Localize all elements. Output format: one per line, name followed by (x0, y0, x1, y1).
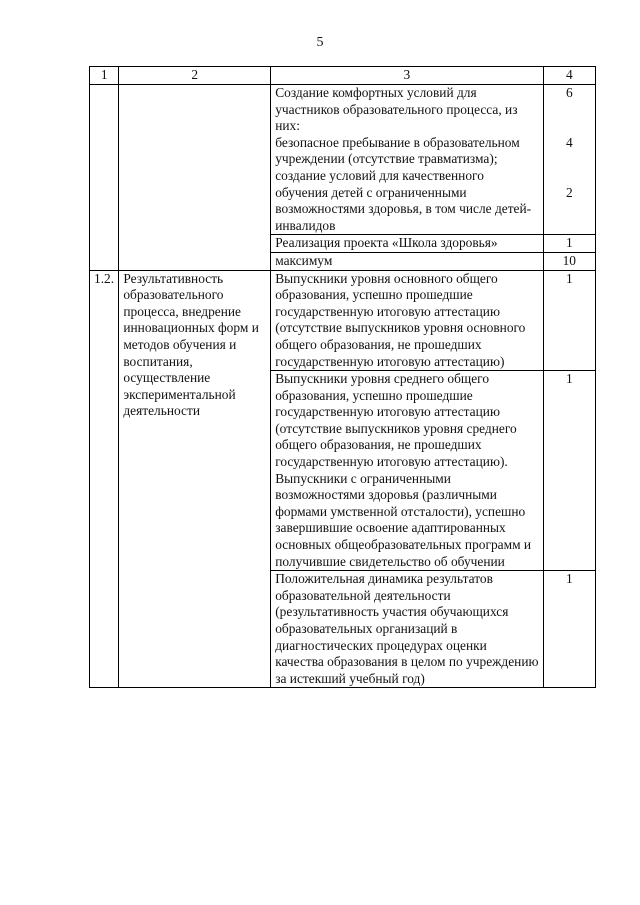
max-score: 10 (543, 252, 595, 270)
table-header-row (90, 67, 596, 85)
empty-criterion-cell (119, 85, 271, 271)
empty-number-cell (90, 85, 119, 271)
project-score: 1 (543, 235, 595, 253)
row-score: 1 (543, 371, 595, 571)
section-criterion: Результативность образовательного процесса, внедрение инновационных форм и методов обучения и воспитания, осуществление экспериментальной деятельности (119, 270, 271, 688)
table-row (90, 85, 596, 235)
row-score: 1 (543, 270, 595, 371)
section-number: 1.2. (90, 270, 119, 688)
header-col-4: 4 (543, 67, 595, 85)
conditions-line-1: Создание комфортных условий для участников образовательного процесса, из них: (275, 85, 518, 134)
row-text: Выпускники уровня среднего общего образования, успешно прошедшие государственную итоговую аттестацию (отсутствие выпускников уровня среднего общего образования, не прошедших государственную итоговую аттестацию). (275, 371, 517, 470)
criteria-table (89, 66, 596, 688)
header-col-3: 3 (271, 67, 543, 85)
conditions-score-cell (543, 85, 595, 235)
header-col-1: 1 (90, 67, 119, 85)
score-4: 4 (565, 135, 573, 150)
table-row (90, 270, 596, 371)
header-col-2: 2 (119, 67, 271, 85)
row-text-2: Выпускники с ограниченными возможностями здоровья (различными формами умственной отсталости), успешно завершившие освоение адаптированных основных общеобразовательных программ и получившие свидетельство об обучении (275, 470, 532, 569)
row-score: 1 (543, 571, 595, 688)
row-text: Выпускники уровня основного общего образования, успешно прошедшие государственную итоговую аттестацию (отсутствие выпускников уровня основного общего образования, не прошедших государственную итоговую аттестацию) (271, 270, 543, 371)
conditions-line-3: создание условий для качественного обучения детей с ограниченными возможностями здоровья, в том числе детей-инвалидов (275, 167, 532, 233)
score-6: 6 (565, 85, 573, 100)
conditions-line-2: безопасное пребывание в образовательном учреждении (отсутствие травматизма); (275, 134, 520, 167)
graduates-cell (271, 371, 543, 571)
row-text: Положительная динамика результатов образовательной деятельности (результативность участия обучающихся образовательных организаций в диагностических процедурах оценки качества образования в целом по учреждению за истекший учебный год) (271, 571, 543, 688)
max-cell: максимум (271, 252, 543, 270)
page-number: 5 (316, 35, 324, 50)
project-cell: Реализация проекта «Школа здоровья» (271, 235, 543, 253)
conditions-cell (271, 85, 543, 235)
score-2: 2 (565, 185, 573, 200)
